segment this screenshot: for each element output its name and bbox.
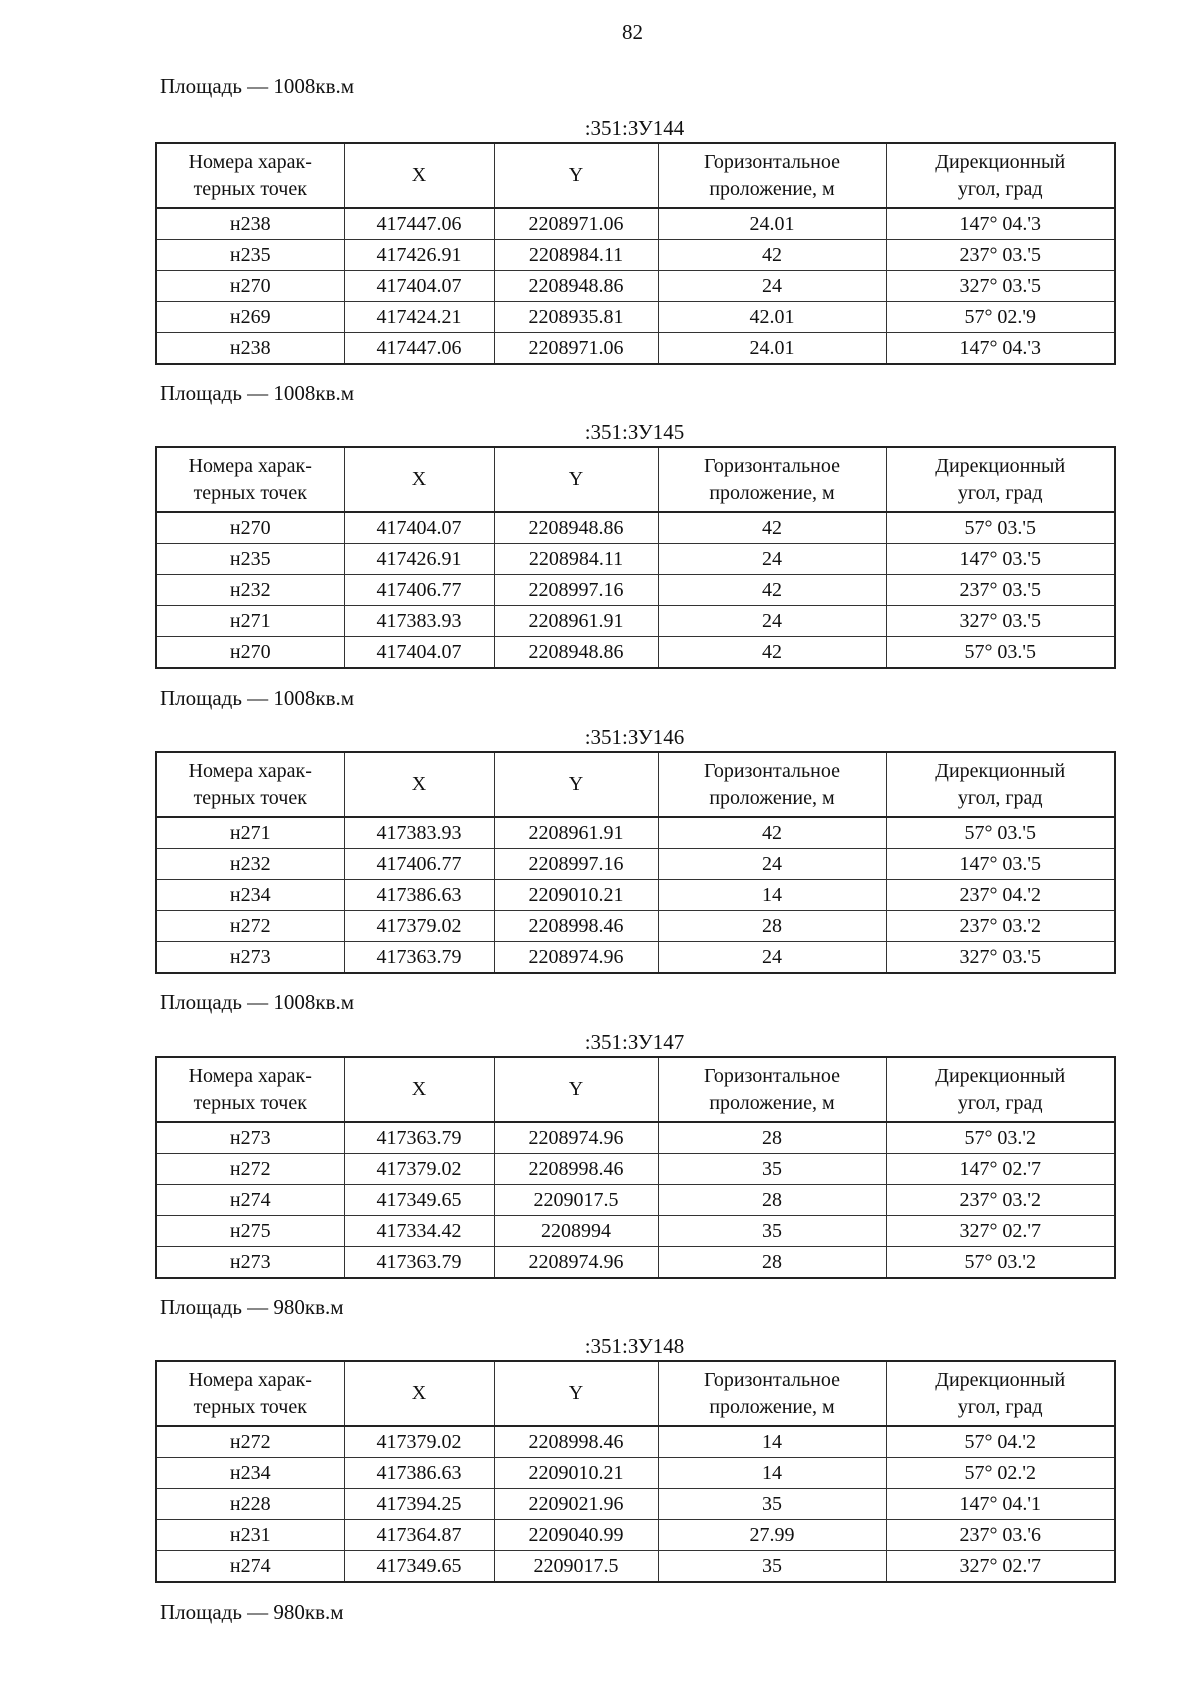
cell-y: 2208961.91 [494,606,658,637]
cell-point: н274 [156,1185,344,1216]
cell-y: 2209010.21 [494,1458,658,1489]
cell-angle: 57° 03.'5 [886,817,1115,849]
header-y: Y [494,1361,658,1426]
cell-y: 2208974.96 [494,1122,658,1154]
table-row [156,911,1115,942]
table-row [156,333,1115,365]
cell-point: н270 [156,512,344,544]
table-row [156,1185,1115,1216]
cell-distance: 24.01 [658,208,886,240]
cell-y: 2208948.86 [494,512,658,544]
cell-x: 417379.02 [344,911,494,942]
cell-y: 2208997.16 [494,575,658,606]
cell-point: н228 [156,1489,344,1520]
cell-x: 417363.79 [344,1247,494,1279]
cell-angle: 237° 03.'2 [886,1185,1115,1216]
cell-y: 2208984.11 [494,240,658,271]
cell-distance: 35 [658,1489,886,1520]
cell-distance: 28 [658,1185,886,1216]
cell-point: н271 [156,606,344,637]
cell-x: 417426.91 [344,240,494,271]
header-angle: Дирекционный угол, град [886,1057,1115,1122]
cell-x: 417363.79 [344,942,494,974]
cell-point: н238 [156,208,344,240]
table-row [156,512,1115,544]
cell-point: н238 [156,333,344,365]
cell-point: н271 [156,817,344,849]
header-y: Y [494,752,658,817]
cell-x: 417386.63 [344,880,494,911]
parcel-section [155,723,1114,974]
table-header-row [156,1361,1115,1426]
top-area-text: Площадь — 1008кв.м [160,74,355,98]
cell-distance: 42 [658,512,886,544]
cell-point: н232 [156,849,344,880]
cell-y: 2208998.46 [494,1154,658,1185]
table-row [156,1551,1115,1583]
cell-x: 417447.06 [344,208,494,240]
table-row [156,240,1115,271]
cell-x: 417334.42 [344,1216,494,1247]
cell-angle: 57° 04.'2 [886,1426,1115,1458]
cell-x: 417426.91 [344,544,494,575]
table-row [156,1122,1115,1154]
cell-distance: 24 [658,849,886,880]
cell-distance: 24 [658,606,886,637]
cell-point: н273 [156,1247,344,1279]
cell-x: 417364.87 [344,1520,494,1551]
area-text: Площадь — 1008кв.м [160,990,355,1014]
cell-angle: 327° 03.'5 [886,942,1115,974]
parcel-title: :351:ЗУ144 [584,116,685,140]
header-y: Y [494,143,658,208]
cell-y: 2208974.96 [494,1247,658,1279]
cell-distance: 28 [658,1122,886,1154]
header-angle: Дирекционный угол, град [886,143,1115,208]
cell-angle: 147° 03.'5 [886,849,1115,880]
parcel-title: :351:ЗУ146 [584,725,685,749]
coordinates-table [155,1360,1116,1583]
cell-distance: 24 [658,544,886,575]
cell-angle: 57° 03.'2 [886,1247,1115,1279]
parcel-section [155,1332,1114,1583]
cell-y: 2208948.86 [494,637,658,669]
area-text: Площадь — 1008кв.м [160,381,355,405]
table-row [156,1426,1115,1458]
area-text: Площадь — 980кв.м [160,1600,344,1624]
cell-point: н273 [156,1122,344,1154]
header-point: Номера харак- терных точек [156,143,344,208]
cell-x: 417424.21 [344,302,494,333]
cell-point: н274 [156,1551,344,1583]
cell-angle: 147° 04.'3 [886,208,1115,240]
cell-point: н273 [156,942,344,974]
header-x: X [344,1361,494,1426]
header-y: Y [494,1057,658,1122]
cell-y: 2208971.06 [494,208,658,240]
parcel-title: :351:ЗУ145 [584,420,685,444]
header-angle: Дирекционный угол, град [886,1361,1115,1426]
cell-y: 2208998.46 [494,1426,658,1458]
cell-point: н272 [156,1426,344,1458]
coordinates-table [155,446,1116,669]
cell-x: 417383.93 [344,606,494,637]
cell-point: н270 [156,271,344,302]
table-row [156,1216,1115,1247]
parcel-section [155,418,1114,669]
cell-angle: 237° 03.'5 [886,240,1115,271]
header-angle: Дирекционный угол, град [886,752,1115,817]
header-distance: Горизонтальное проложение, м [658,143,886,208]
cell-distance: 14 [658,1426,886,1458]
cell-angle: 327° 02.'7 [886,1216,1115,1247]
cell-angle: 57° 02.'2 [886,1458,1115,1489]
cell-distance: 24.01 [658,333,886,365]
header-x: X [344,1057,494,1122]
cell-point: н231 [156,1520,344,1551]
header-x: X [344,447,494,512]
header-point: Номера харак- терных точек [156,1361,344,1426]
coordinates-table [155,751,1116,974]
table-row [156,942,1115,974]
cell-y: 2209017.5 [494,1551,658,1583]
table-row [156,544,1115,575]
table-header-row [156,1057,1115,1122]
cell-x: 417394.25 [344,1489,494,1520]
header-point: Номера харак- терных точек [156,752,344,817]
parcel-section [155,1028,1114,1279]
cell-y: 2208998.46 [494,911,658,942]
cell-y: 2209021.96 [494,1489,658,1520]
area-text: Площадь — 980кв.м [160,1295,344,1319]
cell-point: н235 [156,240,344,271]
table-row [156,1458,1115,1489]
cell-angle: 147° 03.'5 [886,544,1115,575]
cell-distance: 24 [658,942,886,974]
cell-x: 417406.77 [344,575,494,606]
cell-point: н235 [156,544,344,575]
table-row [156,880,1115,911]
cell-y: 2208961.91 [494,817,658,849]
cell-x: 417349.65 [344,1185,494,1216]
cell-angle: 327° 02.'7 [886,1551,1115,1583]
table-row [156,271,1115,302]
cell-y: 2208994 [494,1216,658,1247]
cell-x: 417404.07 [344,512,494,544]
cell-distance: 42 [658,240,886,271]
page-number: 82 [622,20,643,44]
table-header-row [156,447,1115,512]
cell-angle: 57° 03.'2 [886,1122,1115,1154]
cell-distance: 42 [658,637,886,669]
table-row [156,849,1115,880]
cell-x: 417349.65 [344,1551,494,1583]
cell-point: н272 [156,1154,344,1185]
cell-distance: 14 [658,1458,886,1489]
table-row [156,302,1115,333]
header-x: X [344,752,494,817]
parcel-title: :351:ЗУ147 [584,1030,685,1054]
cell-distance: 42.01 [658,302,886,333]
cell-x: 417404.07 [344,637,494,669]
cell-y: 2208984.11 [494,544,658,575]
parcel-title: :351:ЗУ148 [584,1334,685,1358]
cell-angle: 57° 02.'9 [886,302,1115,333]
table-header-row [156,143,1115,208]
cell-distance: 42 [658,575,886,606]
cell-angle: 237° 03.'6 [886,1520,1115,1551]
cell-distance: 42 [658,817,886,849]
coordinates-table [155,1056,1116,1279]
cell-distance: 35 [658,1154,886,1185]
header-x: X [344,143,494,208]
table-row [156,1489,1115,1520]
cell-x: 417386.63 [344,1458,494,1489]
header-distance: Горизонтальное проложение, м [658,752,886,817]
parcel-section [155,114,1114,365]
cell-angle: 327° 03.'5 [886,271,1115,302]
cell-angle: 147° 02.'7 [886,1154,1115,1185]
table-row [156,1520,1115,1551]
header-angle: Дирекционный угол, град [886,447,1115,512]
table-row [156,1247,1115,1279]
cell-angle: 57° 03.'5 [886,512,1115,544]
area-text: Площадь — 1008кв.м [160,686,355,710]
table-row [156,817,1115,849]
cell-angle: 237° 04.'2 [886,880,1115,911]
cell-angle: 147° 04.'1 [886,1489,1115,1520]
cell-x: 417383.93 [344,817,494,849]
cell-y: 2209017.5 [494,1185,658,1216]
cell-distance: 14 [658,880,886,911]
cell-distance: 35 [658,1216,886,1247]
cell-point: н234 [156,1458,344,1489]
table-row [156,637,1115,669]
table-row [156,208,1115,240]
cell-y: 2209010.21 [494,880,658,911]
cell-angle: 57° 03.'5 [886,637,1115,669]
coordinates-table [155,142,1116,365]
cell-y: 2208971.06 [494,333,658,365]
cell-y: 2209040.99 [494,1520,658,1551]
cell-x: 417406.77 [344,849,494,880]
header-y: Y [494,447,658,512]
cell-x: 417379.02 [344,1426,494,1458]
cell-x: 417447.06 [344,333,494,365]
cell-point: н232 [156,575,344,606]
cell-x: 417363.79 [344,1122,494,1154]
cell-point: н234 [156,880,344,911]
cell-angle: 237° 03.'2 [886,911,1115,942]
table-row [156,575,1115,606]
cell-x: 417379.02 [344,1154,494,1185]
cell-point: н270 [156,637,344,669]
cell-angle: 147° 04.'3 [886,333,1115,365]
cell-point: н275 [156,1216,344,1247]
table-row [156,1154,1115,1185]
cell-y: 2208974.96 [494,942,658,974]
cell-point: н269 [156,302,344,333]
header-point: Номера харак- терных точек [156,1057,344,1122]
cell-distance: 28 [658,1247,886,1279]
header-point: Номера харак- терных точек [156,447,344,512]
header-distance: Горизонтальное проложение, м [658,1361,886,1426]
cell-point: н272 [156,911,344,942]
cell-distance: 35 [658,1551,886,1583]
cell-y: 2208948.86 [494,271,658,302]
header-distance: Горизонтальное проложение, м [658,447,886,512]
table-header-row [156,752,1115,817]
cell-x: 417404.07 [344,271,494,302]
cell-y: 2208935.81 [494,302,658,333]
cell-angle: 237° 03.'5 [886,575,1115,606]
table-row [156,606,1115,637]
cell-y: 2208997.16 [494,849,658,880]
header-distance: Горизонтальное проложение, м [658,1057,886,1122]
cell-distance: 27.99 [658,1520,886,1551]
cell-distance: 28 [658,911,886,942]
cell-angle: 327° 03.'5 [886,606,1115,637]
cell-distance: 24 [658,271,886,302]
